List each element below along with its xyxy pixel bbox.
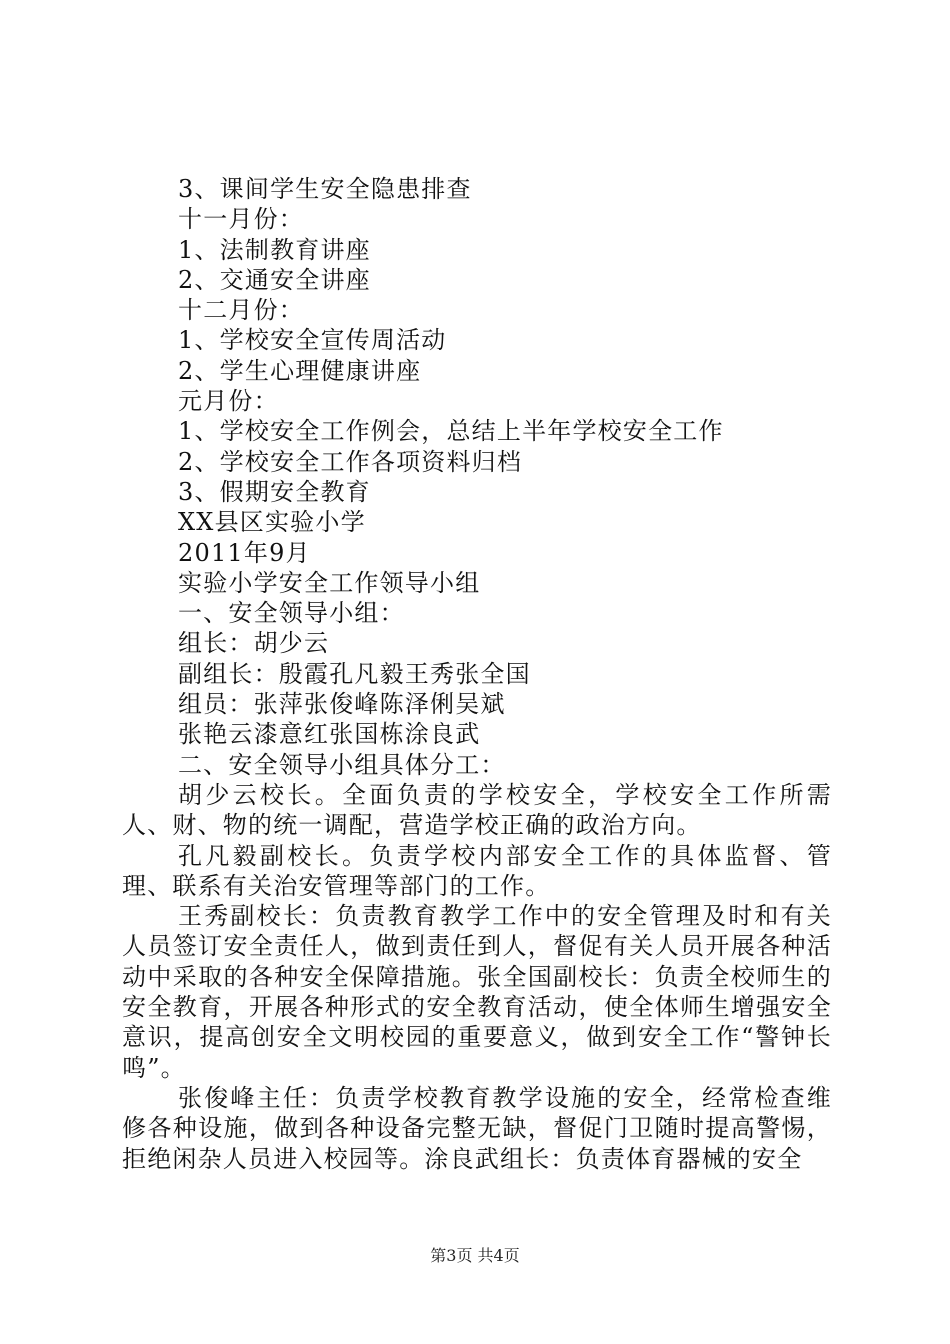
text-line: XX县区实验小学 [178, 508, 366, 537]
text-line: 2、交通安全讲座 [178, 265, 371, 294]
text-line: 3、课间学生安全隐患排查 [178, 175, 472, 203]
text-line: 组长：胡少云 [178, 629, 330, 658]
text-line: 组员：张萍张俊峰陈泽俐吴斌 [178, 690, 506, 719]
section-heading: 二、安全领导小组具体分工： [178, 750, 506, 779]
paragraph: 孔凡毅副校长。负责学校内部安全工作的具体监督、管理、联系有关治安管理等部门的工作。 [122, 841, 832, 900]
paragraph: 张俊峰主任：负责学校教育教学设施的安全，经常检查维修各种设施，做到各种设备完整无缺，督促门卫随时提高警惕，拒绝闲杂人员进入校园等。涂良武组长：负责体育器械的安全 [122, 1083, 832, 1173]
text-line: 十二月份： [178, 296, 304, 325]
text-line: 1、学校安全工作例会，总结上半年学校安全工作 [178, 417, 724, 446]
text-line: 2、学生心理健康讲座 [178, 356, 422, 385]
section-heading: 一、安全领导小组： [178, 599, 405, 628]
text-line: 3、假期安全教育 [178, 477, 371, 506]
text-line: 2、学校安全工作各项资料归档 [178, 447, 523, 476]
text-line: 十一月份： [178, 205, 304, 234]
text-line: 2011年9月 [178, 538, 311, 567]
text-line: 1、法制教育讲座 [178, 235, 371, 264]
document-body [122, 174, 832, 1174]
text-line: 副组长：殷霞孔凡毅王秀张全国 [178, 659, 531, 688]
section-title: 实验小学安全工作领导小组 [178, 568, 481, 597]
text-line: 张艳云漆意红张国栋涂良武 [178, 720, 481, 749]
paragraph: 王秀副校长：负责教育教学工作中的安全管理及时和有关人员签订安全责任人，做到责任到人，督促有关人员开展各种活动中采取的各种安全保障措施。张全国副校长：负责全校师生的安全教育，开展各种形式的安全教育活动，使全体师生增强安全意识，提高创安全文明校园的重要意义，做到安全工作“警钟长鸣”。 [122, 902, 832, 1082]
page-footer: 第3页 共4页 [430, 1246, 520, 1265]
paragraph: 胡少云校长。全面负责的学校安全，学校安全工作所需人、财、物的统一调配，营造学校正确的政治方向。 [122, 780, 832, 840]
text-line: 1、学校安全宣传周活动 [178, 326, 447, 355]
text-line: 元月份： [178, 387, 279, 416]
